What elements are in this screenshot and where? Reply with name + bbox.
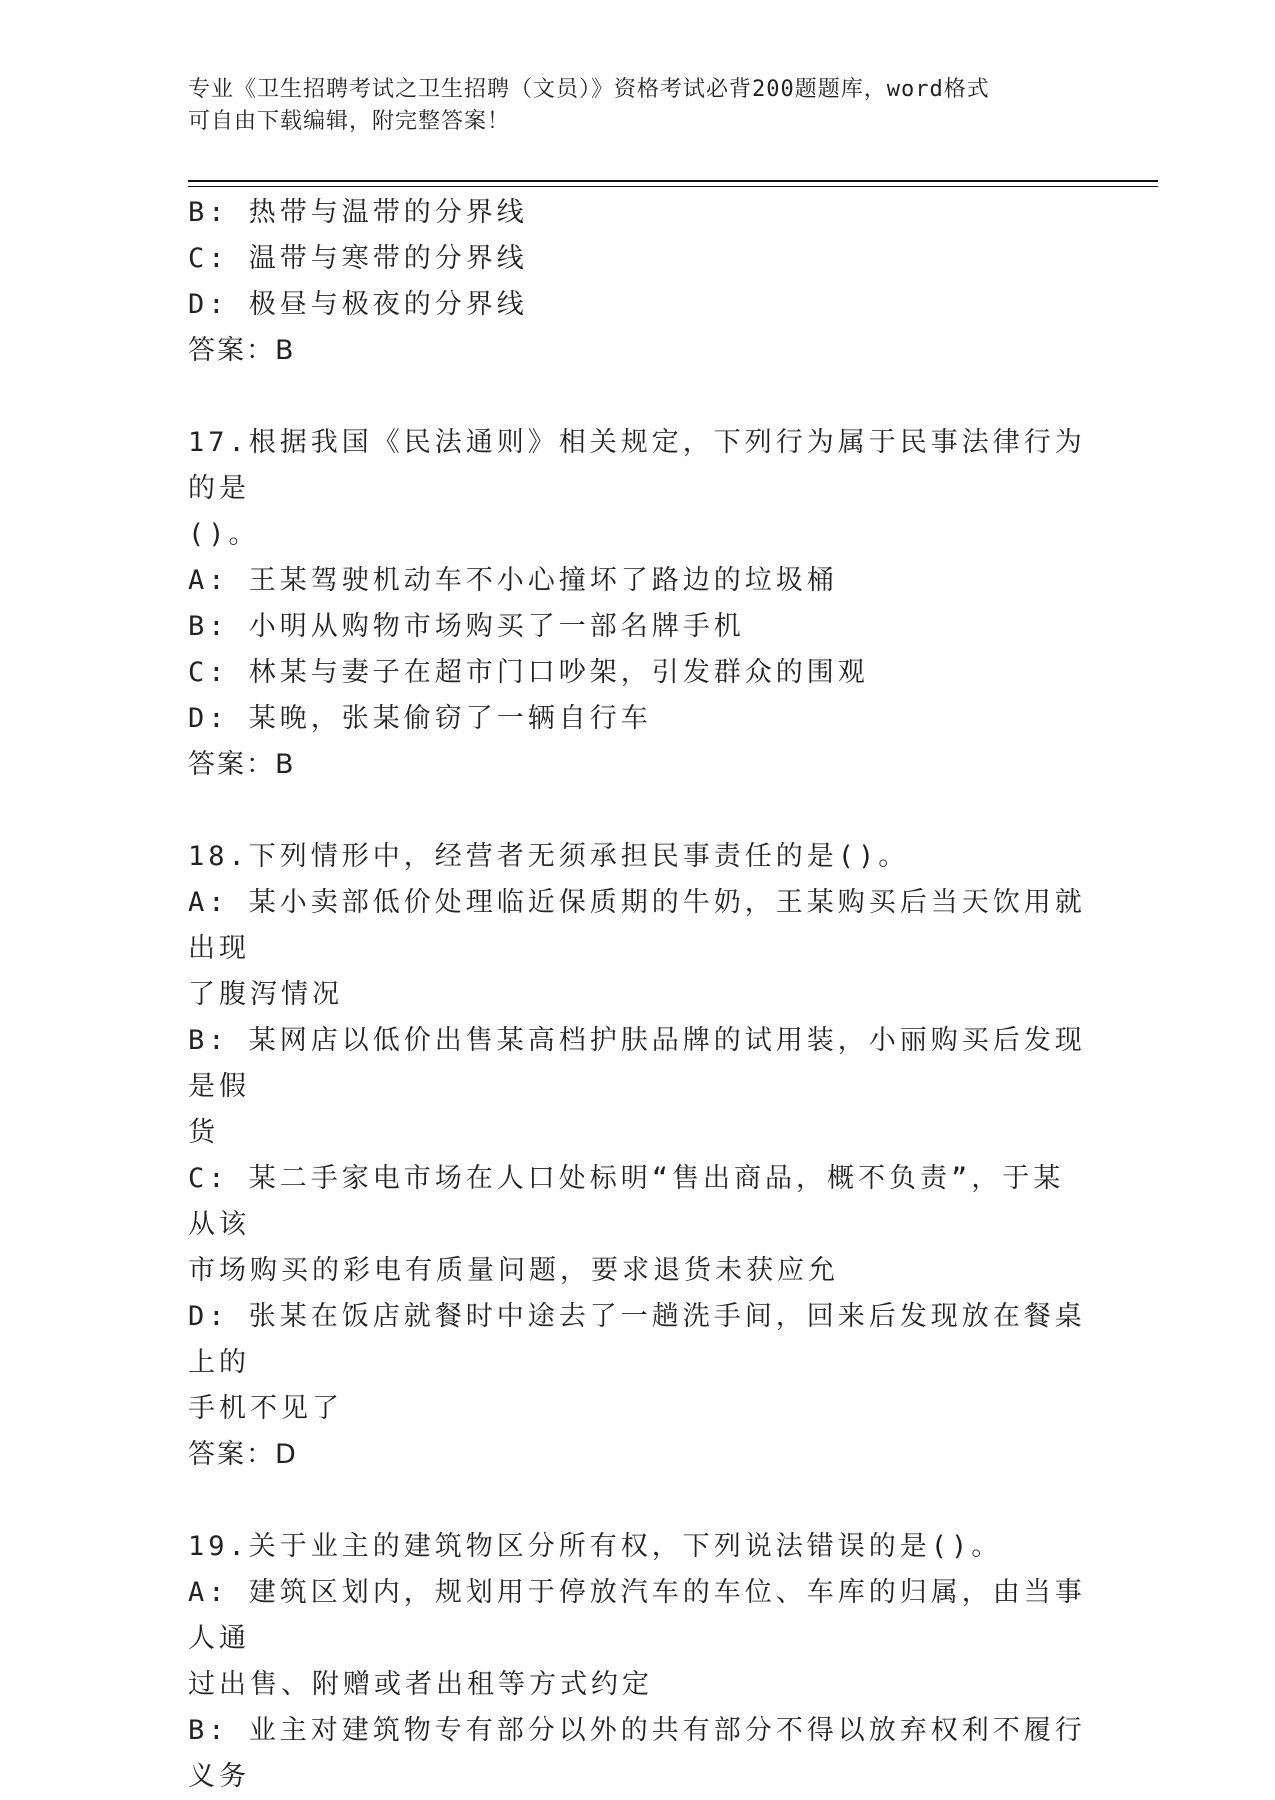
header-title-line-2: 可自由下载编辑，附完整答案！ (188, 109, 511, 134)
question-16-option-c: C: 温带与寒带的分界线 (188, 243, 528, 274)
spacer (188, 1478, 1088, 1524)
question-19-partial (188, 1524, 1088, 1800)
question-16-answer: 答案：B (188, 335, 296, 366)
header-divider-thick (188, 180, 1158, 182)
question-17-stem-line-2: ()。 (188, 519, 260, 550)
question-17 (188, 420, 1088, 788)
question-18-option-a-line-2: 了腹泻情况 (188, 979, 343, 1010)
header-title-line-1: 专业《卫生招聘考试之卫生招聘（文员）》资格考试必背200题题库，word格式 (188, 77, 990, 102)
question-18-option-b-line-2: 货 (188, 1117, 219, 1148)
document-header (188, 74, 1088, 138)
question-list (188, 190, 1088, 1800)
question-19-option-b: B: 业主对建筑物专有部分以外的共有部分不得以放弃权利不履行义务 (188, 1715, 1086, 1792)
question-17-option-c: C: 林某与妻子在超市门口吵架，引发群众的围观 (188, 657, 869, 688)
question-17-option-d: D: 某晚，张某偷窃了一辆自行车 (188, 703, 652, 734)
question-18-option-d-line-2: 手机不见了 (188, 1393, 343, 1424)
question-16-option-d: D: 极昼与极夜的分界线 (188, 289, 528, 320)
question-18-stem: 18.下列情形中，经营者无须承担民事责任的是()。 (188, 841, 910, 872)
question-18-option-c-line-2: 市场购买的彩电有质量问题，要求退货未获应允 (188, 1255, 839, 1286)
question-18-option-d-line-1: D: 张某在饭店就餐时中途去了一趟洗手间，回来后发现放在餐桌上的 (188, 1301, 1086, 1378)
spacer (188, 374, 1088, 420)
question-19-option-a-line-2: 过出售、附赠或者出租等方式约定 (188, 1669, 653, 1700)
spacer (188, 788, 1088, 834)
header-divider-thin (188, 186, 1158, 187)
question-19-option-a-line-1: A: 建筑区划内，规划用于停放汽车的车位、车库的归属，由当事人通 (188, 1577, 1086, 1654)
question-18-answer: 答案：D (188, 1439, 298, 1470)
question-19-stem: 19.关于业主的建筑物区分所有权，下列说法错误的是()。 (188, 1531, 1003, 1562)
question-16-option-b: B: 热带与温带的分界线 (188, 197, 528, 228)
question-17-option-a: A: 王某驾驶机动车不小心撞坏了路边的垃圾桶 (188, 565, 838, 596)
question-17-stem-line-1: 17.根据我国《民法通则》相关规定，下列行为属于民事法律行为的是 (188, 427, 1086, 504)
question-18 (188, 834, 1088, 1478)
question-18-option-c-line-1: C: 某二手家电市场在人口处标明“售出商品，概不负责”，于某从该 (188, 1163, 1065, 1240)
question-18-option-a-line-1: A: 某小卖部低价处理临近保质期的牛奶，王某购买后当天饮用就出现 (188, 887, 1086, 964)
question-18-option-b-line-1: B: 某网店以低价出售某高档护肤品牌的试用装，小丽购买后发现是假 (188, 1025, 1086, 1102)
question-16-partial (188, 190, 1088, 374)
question-17-option-b: B: 小明从购物市场购买了一部名牌手机 (188, 611, 745, 642)
question-17-answer: 答案：B (188, 749, 296, 780)
